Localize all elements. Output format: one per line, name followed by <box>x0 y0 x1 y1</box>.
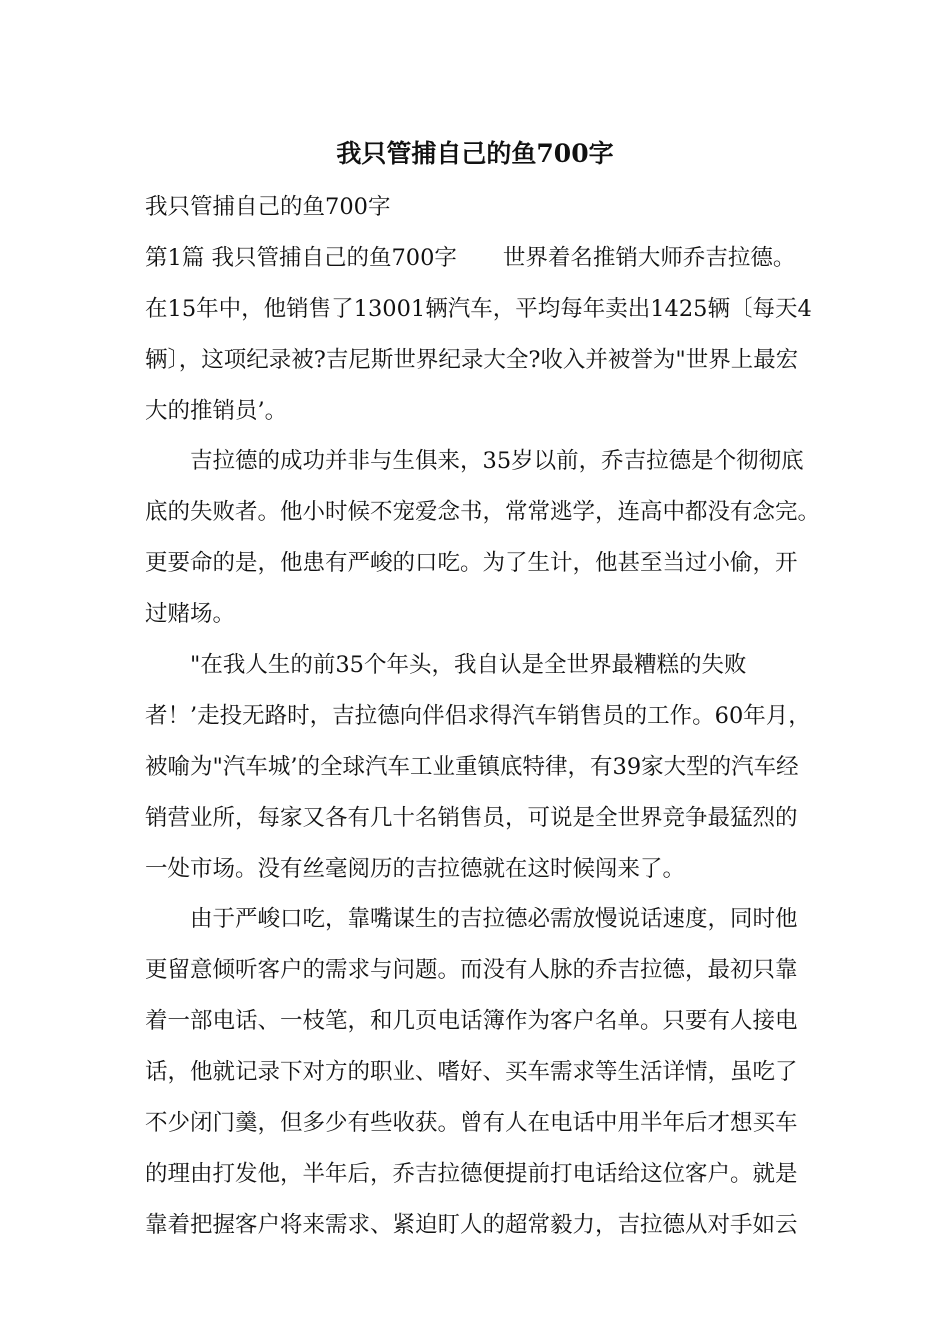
paragraph-line: 的理由打发他，半年后，乔吉拉德便提前打电话给这位客户。就是 <box>145 1160 798 1187</box>
paragraph-line: 由于严峻口吃，靠嘴谋生的吉拉德必需放慢说话速度，同时他 <box>190 906 798 933</box>
chapter-heading: 第1篇 我只管捕自己的鱼700字 <box>145 244 457 271</box>
paragraph-line <box>145 233 825 284</box>
paragraph-line: 话，他就记录下对方的职业、嗜好、买车需求等生活详情，虽吃了 <box>145 1059 798 1086</box>
document-subtitle: 我只管捕自己的鱼700字 <box>145 194 391 220</box>
paragraph-line: 不少闭门羹，但多少有些收获。曾有人在电话中用半年后才想买车 <box>145 1110 798 1137</box>
document-body <box>145 182 825 1251</box>
paragraph-line: 被喻为"汽车城’的全球汽车工业重镇底特律，有39家大型的汽车经 <box>145 753 799 780</box>
paragraph-line: 靠着把握客户将来需求、紧迫盯人的超常毅力，吉拉德从对手如云 <box>145 1211 798 1238</box>
document-title: 我只管捕自己的鱼700字 <box>336 139 614 168</box>
paragraph-line: 更留意倾听客户的需求与问题。而没有人脉的乔吉拉德，最初只靠 <box>145 957 798 984</box>
paragraph-line: 底的失败者。他小时候不宠爱念书，常常逃学，连高中都没有念完。 <box>145 499 821 526</box>
paragraph-line: "在我人生的前35个年头，我自认是全世界最糟糕的失败 <box>190 652 747 679</box>
paragraph-line: 吉拉德的成功并非与生俱来，35岁以前，乔吉拉德是个彻彻底 <box>190 448 804 475</box>
paragraph-line: 销营业所，每家又各有几十名销售员，可说是全世界竞争最猛烈的 <box>145 804 798 831</box>
paragraph-line: 在15年中，他销售了13001辆汽车，平均每年卖出1425辆〔每天4 <box>145 295 812 322</box>
paragraph-line: 辆〕，这项纪录被?吉尼斯世界纪录大全?收入并被誉为"世界上最宏 <box>145 346 799 373</box>
paragraph-line: 过赌场。 <box>145 601 236 628</box>
paragraph-line: 一处市场。没有丝毫阅历的吉拉德就在这时候闯来了。 <box>145 855 686 882</box>
paragraph-text: 世界着名推销大师乔吉拉德。 <box>502 244 796 271</box>
paragraph-line: 大的推销员’。 <box>145 397 288 424</box>
paragraph-line: 着一部电话、一枝笔，和几页电话簿作为客户名单。只要有人接电 <box>145 1008 798 1035</box>
paragraph-line: 者！’走投无路时，吉拉德向伴侣求得汽车销售员的工作。60年月， <box>145 702 811 729</box>
paragraph-line: 更要命的是，他患有严峻的口吃。为了生计，他甚至当过小偷，开 <box>145 550 798 577</box>
